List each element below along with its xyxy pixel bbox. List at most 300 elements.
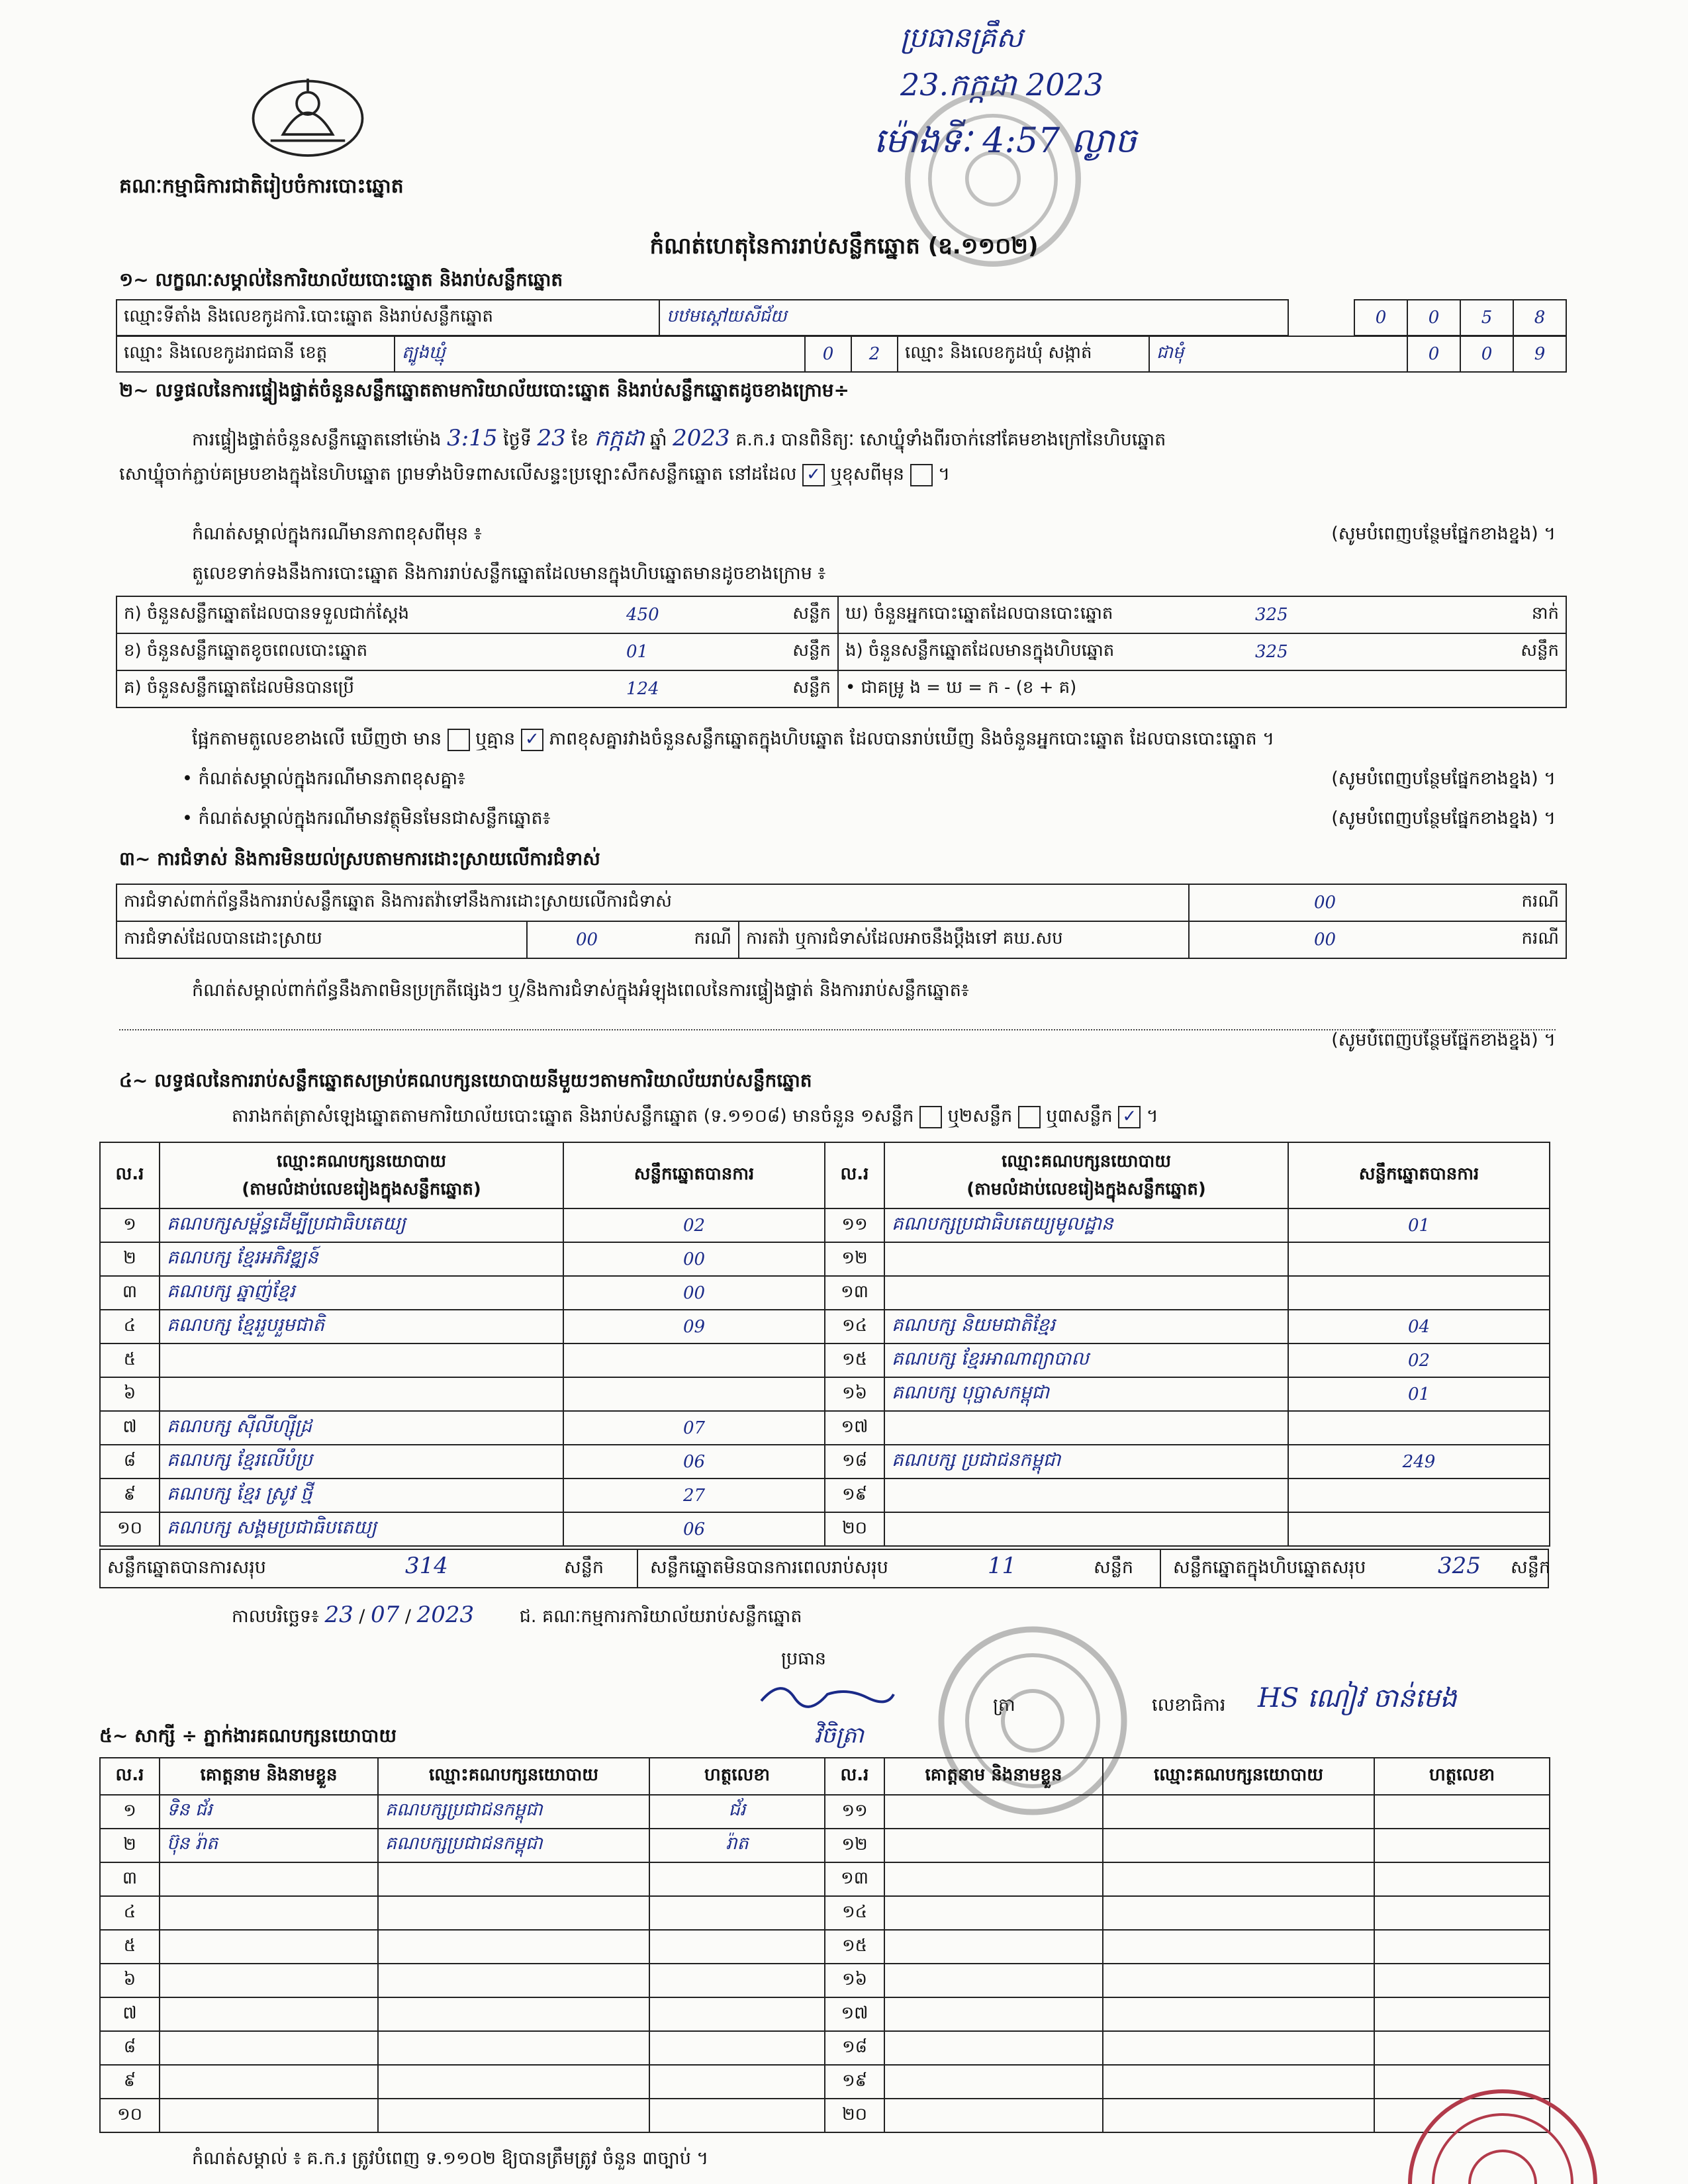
witness-party[interactable] [378, 1997, 649, 2031]
header-no: ល.រ [825, 1142, 884, 1208]
witness-signature[interactable] [649, 1896, 825, 1930]
witness-name[interactable]: ទិន ជ័រ [160, 1795, 378, 1829]
row-number: ១២ [825, 1829, 884, 1862]
location-code-digit[interactable]: 0 [1354, 300, 1407, 336]
secretary-label: លេខាធិការ [1152, 1695, 1226, 1715]
witness-party[interactable] [378, 2031, 649, 2065]
header-party: ឈ្មោះគណបក្សនយោបាយ [1103, 1758, 1374, 1795]
row-number: ៦ [100, 1964, 160, 1997]
witness-party[interactable] [1103, 1896, 1374, 1930]
objections-count[interactable]: 00 [1189, 884, 1460, 921]
witness-party[interactable] [1103, 1862, 1374, 1896]
difference-check-label: ផ្អែកតាមតួលេខខាងលើ ឃើញថា មាន [192, 729, 442, 749]
party-votes[interactable] [1288, 1411, 1550, 1445]
row-number: ១៨ [825, 1445, 884, 1479]
top-note-time: ម៉ោងទីៈ 4:57 ល្ងាច [874, 121, 1137, 161]
header-name: គោត្តនាម និងនាមខ្លួន [160, 1758, 378, 1795]
witness-party[interactable] [378, 1896, 649, 1930]
party-votes[interactable]: 07 [563, 1411, 825, 1445]
unit-label: សន្លឹក [765, 670, 838, 707]
unused-ballots-label: គ) ចំនួនសន្លឹកឆ្នោតដែលមិនបានប្រើ [117, 670, 620, 707]
party-name[interactable]: គណបក្ស និយមជាតិខ្មែរ [884, 1310, 1288, 1343]
row-number: ៨ [100, 2031, 160, 2065]
party-votes[interactable] [1288, 1512, 1550, 1546]
spoiled-ballots-value[interactable]: 01 [620, 633, 765, 670]
party-votes[interactable] [1288, 1276, 1550, 1310]
party-votes[interactable]: 01 [1288, 1377, 1550, 1411]
chair-label: ប្រធាន [781, 1649, 827, 1669]
received-ballots-label: ក) ចំនួនសន្លឹកឆ្នោតដែលបានទទួលជាក់ស្ដែង [117, 596, 620, 633]
total-box-label: សន្លឹកឆ្នោតក្នុងហិបឆ្នោតសរុប [1173, 1557, 1366, 1578]
witness-party[interactable] [1103, 2099, 1374, 2132]
results-row [100, 1479, 1550, 1512]
unit-label: សន្លឹក [1511, 1557, 1550, 1578]
witness-name[interactable] [884, 1997, 1103, 2031]
province-code-digit[interactable]: 2 [851, 336, 898, 372]
case-unit: ករណី [646, 921, 739, 958]
commune-value[interactable]: ជាមុំ [1149, 336, 1407, 372]
witness-row [100, 1930, 1550, 1964]
results-row [100, 1377, 1550, 1411]
witness-party[interactable] [1103, 1997, 1374, 2031]
location-code-digit[interactable]: 0 [1407, 300, 1460, 336]
witness-signature[interactable] [1374, 1862, 1550, 1896]
row-number: ១០ [100, 2099, 160, 2132]
has-difference-checkbox[interactable] [447, 729, 470, 751]
party-name[interactable]: គណបក្សប្រជាធិបតេយ្យមូលដ្ឋាន [884, 1208, 1288, 1242]
ballots-in-box-label: ង) ចំនួនសន្លឹកឆ្នោតដែលមានក្នុងហិបឆ្នោត [838, 633, 1248, 670]
resolved-label: ការជំទាស់ដែលបានដោះស្រាយ [117, 921, 527, 958]
section4-title: ៤~ លទ្ធផលនៃការរាប់សន្លឹកឆ្នោតសម្រាប់គណបក្សនយោបាយនីមួយៗតាមការិយាល័យរាប់សន្លឹកឆ្នោត [119, 1069, 812, 1091]
tally-sheet-intro: តារាងកត់ត្រាសំឡេងឆ្នោតតាមការិយាល័យបោះឆ្នោត និងរាប់សន្លឹកឆ្នោត (ទ.១១០៨) មានចំនួន ១សន្លឹក [232, 1106, 914, 1126]
province-label: ឈ្មោះ និងលេខកូដរាជធានី ខេត្ត [117, 336, 395, 372]
witness-signature[interactable] [649, 1997, 825, 2031]
party-votes[interactable] [563, 1377, 825, 1411]
party-name[interactable] [884, 1479, 1288, 1512]
witness-name[interactable] [884, 1964, 1103, 1997]
witness-name[interactable] [160, 1964, 378, 1997]
date-line [232, 1602, 802, 1631]
appeal-label: ការតវ៉ា ឬការជំទាស់ដែលអាចនឹងប្ដឹងទៅ គឃ.សប [739, 921, 1189, 958]
row-number: ១២ [825, 1242, 884, 1276]
header-name: គោត្តនាម និងនាមខ្លួន [884, 1758, 1103, 1795]
changed-option-label: ឬខុសពីមុន [830, 464, 905, 484]
difference-note-line [192, 523, 1556, 549]
party-name[interactable]: គណបក្ស ខ្មែរអភិវឌ្ឍន៍ [160, 1242, 563, 1276]
divider [1160, 1550, 1161, 1587]
results-table [99, 1142, 1550, 1547]
case-unit: ករណី [1460, 921, 1566, 958]
party-votes[interactable]: 00 [563, 1242, 825, 1276]
verification-month[interactable]: កក្កដា [594, 425, 645, 451]
no-difference-checkbox[interactable]: ✓ [521, 729, 543, 751]
party-name[interactable] [884, 1411, 1288, 1445]
results-row [100, 1242, 1550, 1276]
section3-title: ៣~ ការជំទាស់ និងការមិនយល់ស្របតាមការដោះស្រាយលើការជំទាស់ [119, 848, 600, 870]
party-votes[interactable]: 249 [1288, 1445, 1550, 1479]
results-row [100, 1276, 1550, 1310]
total-invalid-value[interactable]: 11 [988, 1553, 1017, 1579]
row-number: ៤ [100, 1896, 160, 1930]
footer-note: កំណត់សម្គាល់ ៖ គ.ក.រ ត្រូវបំពេញ ទ.១១០២ ឱ្យបានត្រឹមត្រូវ ចំនួន ៣ច្បាប់ ។ [192, 2148, 709, 2169]
party-name[interactable]: គណបក្សសម្ព័ន្ធដើម្បីប្រជាធិបតេយ្យ [160, 1208, 563, 1242]
witness-name[interactable] [884, 1829, 1103, 1862]
row-number: ៧ [100, 1997, 160, 2031]
case-unit: ករណី [1460, 884, 1566, 921]
witness-party[interactable] [378, 1964, 649, 1997]
row-number: ១១ [825, 1208, 884, 1242]
witness-signature[interactable] [649, 2099, 825, 2132]
witness-name[interactable] [884, 2065, 1103, 2099]
bullet1-label: • កំណត់សម្គាល់ក្នុងករណីមានភាពខុសគ្នា៖ [182, 768, 465, 789]
witness-row [100, 1964, 1550, 1997]
bullet2-line [182, 807, 1556, 833]
unit-label: នាក់ [1487, 596, 1566, 633]
party-name[interactable]: គណបក្ស ខ្មែរ ស្រូវ ថ្មី [160, 1479, 563, 1512]
row-number: ៥ [100, 1930, 160, 1964]
row-number: ១៩ [825, 1479, 884, 1512]
party-votes[interactable] [1288, 1242, 1550, 1276]
witness-signature[interactable] [649, 1862, 825, 1896]
row-number: ១៥ [825, 1343, 884, 1377]
witness-name[interactable] [884, 1862, 1103, 1896]
results-row [100, 1445, 1550, 1479]
chair-signature [755, 1674, 900, 1714]
witness-party[interactable] [1103, 1829, 1374, 1862]
witness-name[interactable]: ប៊ុន រ៉ាត [160, 1829, 378, 1862]
tally-sheet-line [232, 1105, 1158, 1131]
witness-party[interactable] [1103, 2065, 1374, 2099]
verification-time-label: ការផ្ទៀងផ្ទាត់ចំនួនសន្លឹកឆ្នោតនៅម៉ោង [192, 430, 442, 450]
results-row [100, 1343, 1550, 1377]
row-number: ១៧ [825, 1997, 884, 2031]
changed-checkbox[interactable] [910, 464, 933, 486]
witness-row [100, 2099, 1550, 2132]
header-votes: សន្លឹកឆ្នោតបានការ [563, 1142, 825, 1208]
row-number: ១៣ [825, 1862, 884, 1896]
verification-line2 [119, 463, 950, 489]
header-signature: ហត្ថលេខា [1374, 1758, 1550, 1795]
witness-row [100, 1997, 1550, 2031]
red-stamp-seal [1403, 2071, 1602, 2184]
party-votes[interactable]: 02 [1288, 1343, 1550, 1377]
row-number: ៣ [100, 1276, 160, 1310]
witness-party[interactable] [378, 2065, 649, 2099]
party-votes[interactable]: 06 [563, 1445, 825, 1479]
verification-time[interactable]: 3:15 [447, 425, 498, 451]
formula-text: • ជាគម្រូ ង = ឃ = ក - (ខ + គ) [838, 670, 1566, 707]
witness-signature[interactable] [1374, 1896, 1550, 1930]
witness-name[interactable] [160, 2065, 378, 2099]
witness-signature[interactable] [1374, 1930, 1550, 1964]
witness-signature[interactable] [1374, 1829, 1550, 1862]
witness-party[interactable] [378, 1862, 649, 1896]
section5-title: ៥~ សាក្សី ÷ ភ្នាក់ងារគណបក្សនយោបាយ [99, 1725, 397, 1747]
date-label: កាលបរិច្ឆេទ៖ [232, 1606, 319, 1627]
commune-label: ឈ្មោះ និងលេខកូដឃុំ សង្កាត់ [898, 336, 1149, 372]
party-name[interactable] [884, 1512, 1288, 1546]
location-code-digit[interactable]: 5 [1460, 300, 1513, 336]
header-party [884, 1142, 1288, 1208]
party-name[interactable]: គណបក្ស បុប្ផាសកម្ពុជា [884, 1377, 1288, 1411]
unit-label: សន្លឹក [765, 633, 838, 670]
verification-year-label: ឆ្នាំ [649, 430, 667, 450]
party-name[interactable]: គណបក្ស ឆ្នាញ់ខ្មែរ [160, 1276, 563, 1310]
one-sheet-checkbox[interactable] [919, 1106, 942, 1128]
province-value[interactable]: ត្បូងឃ្មុំ [395, 336, 805, 372]
party-name[interactable]: គណបក្ស ខ្មែររួបរួមជាតិ [160, 1310, 563, 1343]
header-party-line1: ឈ្មោះគណបក្សនយោបាយ [277, 1152, 446, 1171]
chair-name: វិចិត្រា [814, 1722, 864, 1749]
header-no: ល.រ [825, 1758, 884, 1795]
witness-party[interactable]: គណបក្សប្រជាជនកម្ពុជា [378, 1795, 649, 1829]
unchanged-checkbox[interactable]: ✓ [802, 464, 825, 486]
party-name[interactable] [160, 1377, 563, 1411]
witness-name[interactable] [884, 2031, 1103, 2065]
party-name[interactable] [884, 1242, 1288, 1276]
verification-line1 [192, 424, 1166, 457]
date-separator: / [404, 1606, 411, 1627]
row-number: ១៥ [825, 1930, 884, 1964]
row-number: ២០ [825, 2099, 884, 2132]
difference-check-line [192, 728, 1274, 754]
divider [637, 1550, 638, 1587]
sentence-end: ។ [1146, 1106, 1158, 1126]
witness-name[interactable] [884, 1896, 1103, 1930]
row-number: ១១ [825, 1795, 884, 1829]
appeal-count[interactable]: 00 [1189, 921, 1460, 958]
witness-party[interactable]: គណបក្សប្រជាជនកម្ពុជា [378, 1829, 649, 1862]
verification-day-label: ថ្ងៃទី [503, 430, 532, 450]
row-number: ១៨ [825, 2031, 884, 2065]
spoiled-ballots-label: ខ) ចំនួនសន្លឹកឆ្នោតខូចពេលបោះឆ្នោត [117, 633, 620, 670]
party-votes[interactable]: 06 [563, 1512, 825, 1546]
secretary-name: HS ណៀវ ចាន់មេង [1258, 1683, 1457, 1713]
two-sheets-checkbox[interactable] [1018, 1106, 1041, 1128]
row-number: ១៤ [825, 1896, 884, 1930]
witness-signature[interactable] [1374, 1795, 1550, 1829]
header-party-line2: (តាមលំដាប់លេខរៀងក្នុងសន្លឹកឆ្នោត) [966, 1179, 1206, 1199]
witness-row [100, 1795, 1550, 1829]
witness-party[interactable] [1103, 1795, 1374, 1829]
figures-intro: តួលេខទាក់ទងនឹងការបោះឆ្នោត និងការរាប់សន្លឹកឆ្នោតដែលមានក្នុងហិបឆ្នោតមានដូចខាងក្រោម ៖ [192, 563, 826, 584]
witness-table [99, 1757, 1550, 2133]
party-votes[interactable]: 02 [563, 1208, 825, 1242]
resolved-count[interactable]: 00 [527, 921, 646, 958]
witness-row [100, 2031, 1550, 2065]
results-row [100, 1310, 1550, 1343]
party-votes[interactable] [1288, 1479, 1550, 1512]
verification-year[interactable]: 2023 [673, 425, 730, 451]
party-name[interactable]: គណបក្ស ខ្មែរអាណាព្យាបាល [884, 1343, 1288, 1377]
commune-code-digit[interactable]: 0 [1460, 336, 1513, 372]
objections-table [116, 884, 1567, 959]
fill-back-note: (សូមបំពេញបន្ថែមផ្នែកខាងខ្នង) ។ [1331, 768, 1556, 789]
seal-status-text: សោឃ្នុំចាក់ភ្ជាប់គម្របខាងក្នុងនៃហិបឆ្នោត ព្រមទាំងបិទពាសលើសន្ទះប្រឡោះសឹកសន្លឹកឆ្នោត នៅដដែល [119, 464, 797, 484]
header-party-line1: ឈ្មោះគណបក្សនយោបាយ [1002, 1152, 1171, 1171]
figures-table [116, 596, 1567, 708]
row-number: ២០ [825, 1512, 884, 1546]
unit-label: សន្លឹក [1094, 1557, 1133, 1578]
witness-name[interactable] [160, 2031, 378, 2065]
header-party: ឈ្មោះគណបក្សនយោបាយ [378, 1758, 649, 1795]
location-code-digit[interactable]: 8 [1513, 300, 1566, 336]
party-name[interactable] [884, 1276, 1288, 1310]
objections-label: ការជំទាស់ពាក់ព័ន្ធនឹងការរាប់សន្លឹកឆ្នោត និងការតវ៉ាទៅនឹងការដោះស្រាយលើការជំទាស់ [117, 884, 1189, 921]
location-value[interactable]: បឋមស្ដៅយសីជ័យ [659, 300, 1288, 336]
witness-party[interactable] [1103, 1964, 1374, 1997]
voters-value[interactable]: 325 [1248, 596, 1487, 633]
party-votes[interactable] [563, 1343, 825, 1377]
no-difference-label: ឬគ្មាន [475, 729, 516, 749]
row-number: ១៤ [825, 1310, 884, 1343]
section1-title: ១~ លក្ខណៈសម្គាល់នៃការិយាល័យបោះឆ្នោត និងរាប់សន្លឹកឆ្នោត [119, 269, 563, 291]
witness-row [100, 1829, 1550, 1862]
unit-label: សន្លឹក [765, 596, 838, 633]
witness-name[interactable] [160, 2099, 378, 2132]
row-number: ៤ [100, 1310, 160, 1343]
irregularity-note: កំណត់សម្គាល់ពាក់ព័ន្ធនឹងភាពមិនប្រក្រតីផ្សេងៗ ឬ/និងការជំទាស់ក្នុងអំឡុងពេលនៃការផ្ទៀងផ្ទាត់ និងការរាប់សន្លឹកឆ្នោត៖ [192, 980, 969, 1001]
witness-name[interactable] [884, 1795, 1103, 1829]
witness-signature[interactable] [649, 1930, 825, 1964]
row-number: ១០ [100, 1512, 160, 1546]
witness-signature[interactable] [1374, 1964, 1550, 1997]
witness-signature[interactable] [1374, 1997, 1550, 2031]
witness-party[interactable] [1103, 1930, 1374, 1964]
date-month[interactable]: 07 [371, 1602, 400, 1628]
witness-party[interactable] [1103, 2031, 1374, 2065]
difference-check-text: ភាពខុសគ្នារវាងចំនួនសន្លឹកឆ្នោតក្នុងហិបឆ្នោត ដែលបានរាប់ឃើញ និងចំនួនអ្នកបោះឆ្នោត ដែលបានបោះឆ្នោត ។ [549, 729, 1275, 749]
row-number: ៩ [100, 2065, 160, 2099]
witness-row [100, 2065, 1550, 2099]
committee-name: គណៈកម្មាធិការជាតិរៀបចំការបោះឆ្នោត [119, 175, 404, 198]
voters-label: ឃ) ចំនួនអ្នកបោះឆ្នោតដែលបានបោះឆ្នោត [838, 596, 1248, 633]
results-row [100, 1208, 1550, 1242]
total-invalid-label: សន្លឹកឆ្នោតមិនបានការពេលរាប់សរុប [650, 1557, 888, 1578]
witness-name[interactable] [884, 2099, 1103, 2132]
date-year[interactable]: 2023 [416, 1602, 475, 1628]
fill-back-note: (សូមបំពេញបន្ថែមផ្នែកខាងខ្នង) ។ [1331, 808, 1556, 829]
commune-code-digit[interactable]: 0 [1407, 336, 1460, 372]
form-title: កំណត់ហេតុនៃការរាប់សន្លឹកឆ្នោត (ឧ.១១០២) [649, 233, 1039, 259]
stamp-label: ត្រា [993, 1695, 1015, 1715]
row-number: ១៩ [825, 2065, 884, 2099]
unit-label: សន្លឹក [564, 1557, 604, 1578]
party-votes[interactable]: 27 [563, 1479, 825, 1512]
party-votes[interactable]: 09 [563, 1310, 825, 1343]
row-number: ៥ [100, 1343, 160, 1377]
row-number: ៦ [100, 1377, 160, 1411]
row-number: ២ [100, 1829, 160, 1862]
national-emblem [245, 66, 371, 165]
row-number: ១ [100, 1795, 160, 1829]
results-row [100, 1512, 1550, 1546]
ballots-in-box-value[interactable]: 325 [1248, 633, 1487, 670]
bullet2-label: • កំណត់សម្គាល់ក្នុងករណីមានវត្ថុមិនមែនជាសន្លឹកឆ្នោត៖ [182, 808, 551, 829]
witness-signature[interactable] [649, 2065, 825, 2099]
unit-label: សន្លឹក [1487, 633, 1566, 670]
row-number: ១៦ [825, 1964, 884, 1997]
three-sheets-checkbox[interactable]: ✓ [1118, 1106, 1141, 1128]
section2-title: ២~ លទ្ធផលនៃការផ្ទៀងផ្ទាត់ចំនួនសន្លឹកឆ្នោតតាមការិយាល័យបោះឆ្នោត និងរាប់សន្លឹកឆ្នោតដូចខាងក្រោម÷ [119, 379, 850, 401]
header-votes: សន្លឹកឆ្នោតបានការ [1288, 1142, 1550, 1208]
party-votes[interactable]: 00 [563, 1276, 825, 1310]
verification-day[interactable]: 23 [537, 425, 566, 451]
three-sheets-label: ឬ៣សន្លឹក [1046, 1106, 1113, 1126]
row-number: ៨ [100, 1445, 160, 1479]
received-ballots-value[interactable]: 450 [620, 596, 765, 633]
party-name[interactable]: គណបក្ស សង្គមប្រជាធិបតេយ្យ [160, 1512, 563, 1546]
party-votes[interactable]: 04 [1288, 1310, 1550, 1343]
party-name[interactable]: គណបក្ស ស៊ីលីហ្ស៊ីដ្រ [160, 1411, 563, 1445]
verification-text: គ.ក.រ បានពិនិត្យៈ សោឃ្នុំទាំងពីរចាក់នៅគែមខាងក្រៅនៃហិបឆ្នោត [735, 430, 1166, 450]
party-name[interactable]: គណបក្ស ប្រជាជនកម្ពុជា [884, 1445, 1288, 1479]
header-no: ល.រ [100, 1758, 160, 1795]
row-number: ១ [100, 1208, 160, 1242]
section1-table [116, 299, 1567, 336]
sentence-end: ។ [938, 464, 951, 484]
row-number: ៣ [100, 1862, 160, 1896]
witness-name[interactable] [160, 1930, 378, 1964]
witness-signature[interactable]: រ៉ាត [649, 1829, 825, 1862]
witness-name[interactable] [160, 1997, 378, 2031]
committee-tail: ជ. គណៈកម្មការការិយាល័យរាប់សន្លឹកឆ្នោត [519, 1606, 802, 1627]
header-signature: ហត្ថលេខា [649, 1758, 825, 1795]
header-no: ល.រ [100, 1142, 160, 1208]
difference-note-label: កំណត់សម្គាល់ក្នុងករណីមានភាពខុសពីមុន ៖ [192, 523, 482, 544]
witness-signature[interactable] [649, 2031, 825, 2065]
unused-ballots-value[interactable]: 124 [620, 670, 765, 707]
witness-signature[interactable]: ជ័រ [649, 1795, 825, 1829]
party-name[interactable]: គណបក្ស ខ្មែរលើបំប្រ [160, 1445, 563, 1479]
witness-party[interactable] [378, 1930, 649, 1964]
commune-code-digit[interactable]: 9 [1513, 336, 1566, 372]
row-number: ២ [100, 1242, 160, 1276]
witness-name[interactable] [160, 1896, 378, 1930]
party-name[interactable] [160, 1343, 563, 1377]
province-code-digit[interactable]: 0 [805, 336, 851, 372]
witness-signature[interactable] [1374, 2031, 1550, 2065]
top-note-date: 23.កក្កដា 2023 [900, 67, 1104, 103]
two-sheets-label: ឬ២សន្លឹក [947, 1106, 1013, 1126]
location-label: ឈ្មោះទីតាំង និងលេខកូដការិ.បោះឆ្នោត និងរាប់សន្លឹកឆ្នោត [117, 300, 659, 336]
fill-back-note: (សូមបំពេញបន្ថែមផ្នែកខាងខ្នង) ។ [1331, 523, 1556, 544]
row-number: ៧ [100, 1411, 160, 1445]
witness-party[interactable] [378, 2099, 649, 2132]
date-day[interactable]: 23 [324, 1602, 353, 1628]
header-party-line2: (តាមលំដាប់លេខរៀងក្នុងសន្លឹកឆ្នោត) [242, 1179, 481, 1199]
fill-back-note: (សូមបំពេញបន្ថែមផ្នែកខាងខ្នង) ។ [1331, 1030, 1556, 1050]
witness-name[interactable] [884, 1930, 1103, 1964]
section1-table-row2 [116, 336, 1567, 373]
date-separator: / [359, 1606, 365, 1627]
witness-row [100, 1862, 1550, 1896]
total-valid-value[interactable]: 314 [405, 1553, 448, 1579]
bullet1-line [182, 768, 1556, 794]
header-party [160, 1142, 563, 1208]
witness-row [100, 1896, 1550, 1930]
verification-month-label: ខែ [571, 430, 589, 450]
witness-name[interactable] [160, 1862, 378, 1896]
top-note-line1: ប្រធានគ្រឹស [900, 21, 1023, 54]
results-row [100, 1411, 1550, 1445]
row-number: ១៦ [825, 1377, 884, 1411]
row-number: ៩ [100, 1479, 160, 1512]
total-box-value[interactable]: 325 [1438, 1553, 1481, 1579]
totals-row [99, 1549, 1549, 1588]
witness-signature[interactable] [649, 1964, 825, 1997]
party-votes[interactable]: 01 [1288, 1208, 1550, 1242]
